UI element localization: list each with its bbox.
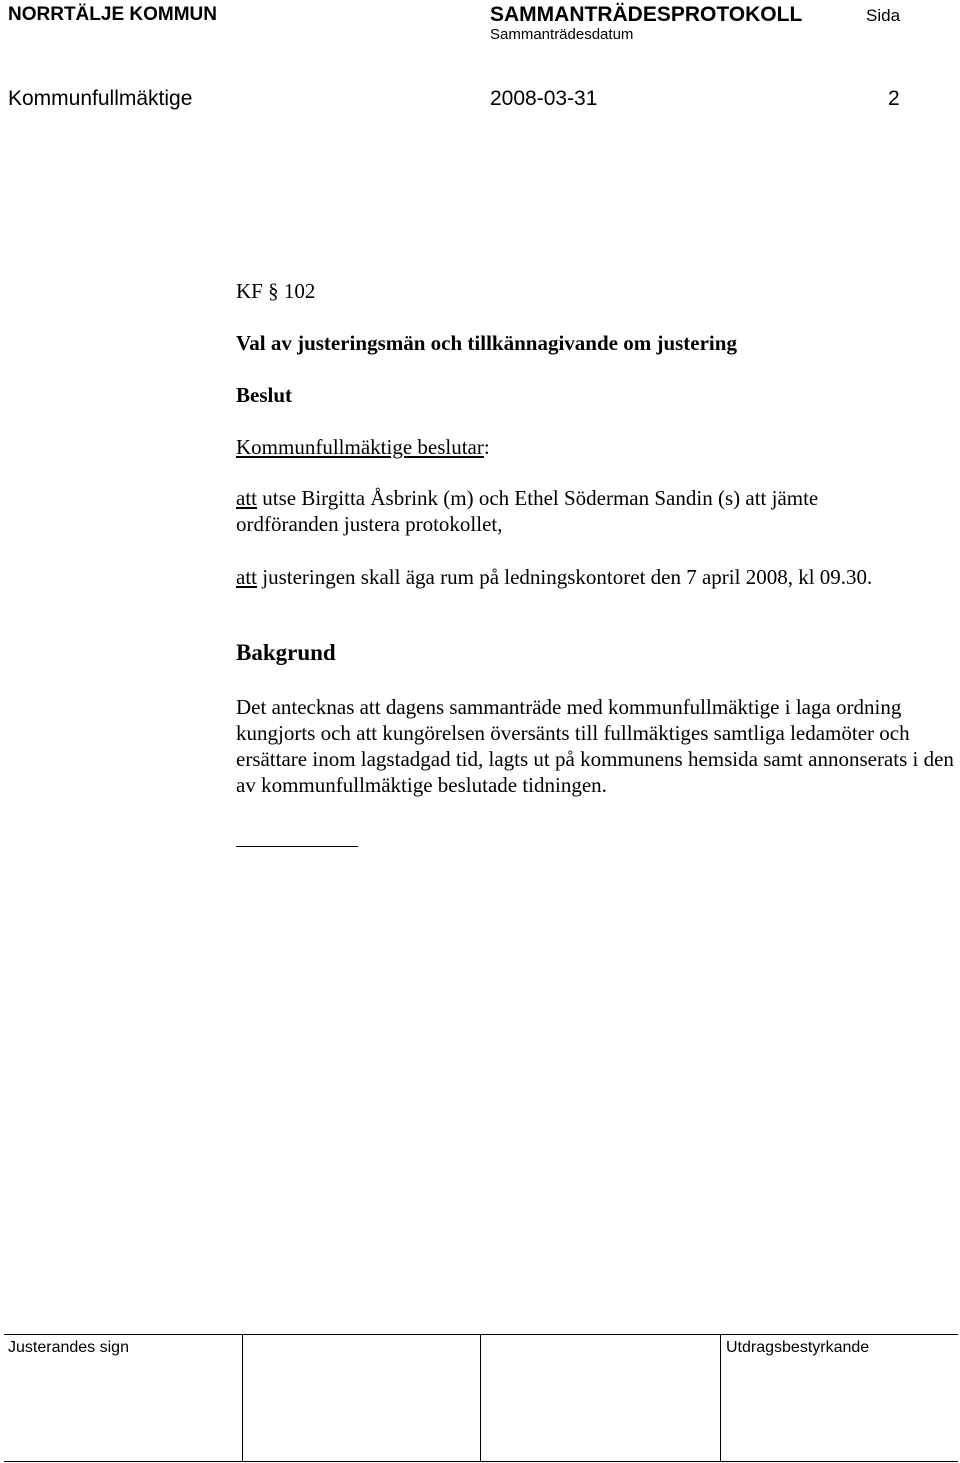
background-heading: Bakgrund [236, 640, 336, 665]
decision-intro [236, 434, 490, 460]
page-label: Sida [866, 6, 901, 25]
section-title: Val av justeringsmän och tillkännagivande om justering [236, 331, 737, 355]
adjuster-sign-label: Justerandes sign [8, 1339, 129, 1356]
decision-text-continued: ordföranden justera protokollet, [236, 512, 503, 536]
background-paragraph: Det antecknas att dagens sammanträde med kommunfullmäktige i laga ordning kungjorts och att kungörelsen översänts till fullmäktiges samtliga ledamöter och ersättare inom lagstadgad tid, lagts ut på kommunens hemsida samt annonserats i den av kommunfullmäktige beslutade tidningen. [236, 695, 954, 797]
governing-body: Kommunfullmäktige [8, 87, 193, 110]
signature-cell-divider [242, 1335, 243, 1461]
att-keyword: att [236, 486, 257, 510]
decision-text: utse Birgitta Åsbrink (m) och Ethel Söderman Sandin (s) att jämte [257, 486, 819, 510]
decision-item [236, 564, 872, 590]
section-end-rule [236, 846, 358, 847]
decision-item [236, 485, 818, 537]
decision-intro-colon: : [483, 435, 490, 459]
section-number: KF § 102 [236, 279, 316, 303]
decision-text: justeringen skall äga rum på ledningskontoret den 7 april 2008, kl 09.30. [257, 565, 873, 589]
page-number: 2 [888, 87, 900, 110]
municipality-name: NORRTÄLJE KOMMUN [8, 4, 217, 25]
signature-cell-divider [480, 1335, 481, 1461]
signature-cell-divider [720, 1335, 721, 1461]
meeting-date-label: Sammanträdesdatum [490, 26, 634, 43]
att-keyword: att [236, 565, 257, 589]
document-title: SAMMANTRÄDESPROTOKOLL [490, 3, 803, 26]
meeting-date: 2008-03-31 [490, 87, 598, 110]
extract-certification-label: Utdragsbestyrkande [726, 1339, 870, 1356]
decision-heading: Beslut [236, 383, 293, 407]
signature-table [4, 1334, 958, 1462]
decision-intro-text: Kommunfullmäktige beslutar [236, 435, 484, 459]
